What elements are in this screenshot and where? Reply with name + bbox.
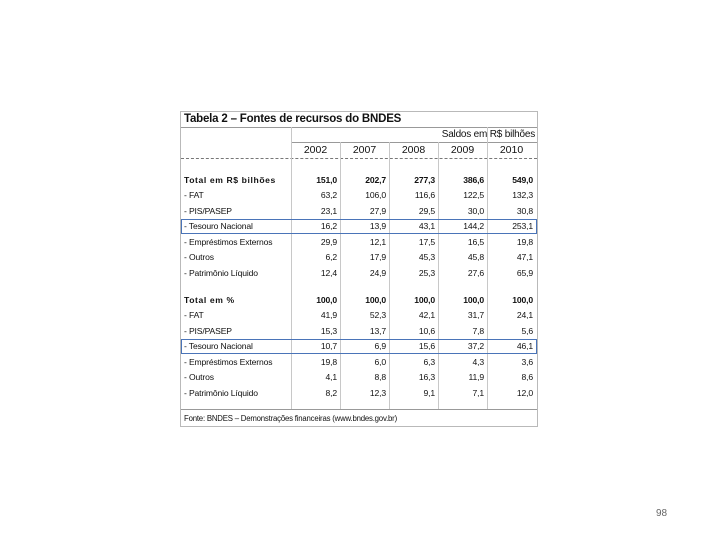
row-value: 386,6 bbox=[463, 174, 484, 185]
row-value: 30,0 bbox=[467, 205, 484, 216]
source-note: Fonte: BNDES – Demonstrações financeiras (www.bndes.gov.br) bbox=[184, 414, 397, 423]
row-value: 41,9 bbox=[320, 310, 337, 320]
row-value: 9,1 bbox=[423, 387, 435, 398]
row-value: 27,9 bbox=[369, 205, 386, 216]
table-row bbox=[181, 323, 537, 338]
row-label: - PIS/PASEP bbox=[184, 325, 232, 336]
row-value: 25,3 bbox=[418, 267, 435, 278]
row-value: 7,8 bbox=[472, 325, 484, 336]
row-value: 144,2 bbox=[463, 221, 484, 231]
year-header bbox=[291, 144, 536, 156]
row-value: 12,0 bbox=[516, 387, 533, 398]
row-value: 13,9 bbox=[369, 221, 386, 231]
row-value: 24,9 bbox=[369, 267, 386, 278]
row-value: 3,6 bbox=[521, 356, 533, 367]
row-value: 12,1 bbox=[369, 236, 386, 247]
table-row bbox=[181, 203, 537, 218]
row-value: 11,9 bbox=[468, 372, 484, 382]
row-value: 37,2 bbox=[467, 341, 484, 351]
year-header-cell: 2010 bbox=[499, 144, 524, 156]
row-value: 63,2 bbox=[320, 190, 337, 200]
row-value: 202,7 bbox=[365, 174, 386, 185]
row-value: 19,8 bbox=[516, 236, 533, 247]
year-header-cell: 2008 bbox=[401, 144, 426, 156]
row-value: 116,6 bbox=[414, 190, 435, 200]
row-value: 6,0 bbox=[374, 356, 386, 367]
row-value: 4,1 bbox=[325, 372, 337, 382]
row-value: 100,0 bbox=[316, 294, 337, 305]
row-value: 24,1 bbox=[516, 310, 533, 320]
row-value: 45,3 bbox=[418, 252, 435, 262]
page-number: 98 bbox=[656, 508, 668, 519]
table-total-row bbox=[181, 172, 537, 187]
row-value: 46,1 bbox=[516, 341, 533, 351]
row-value: 10,7 bbox=[320, 341, 337, 351]
row-value: 132,3 bbox=[512, 190, 533, 200]
row-value: 17,9 bbox=[369, 252, 386, 262]
table-row bbox=[181, 354, 537, 369]
table-title: Tabela 2 – Fontes de recursos do BNDES bbox=[184, 113, 402, 125]
row-label: - FAT bbox=[184, 310, 204, 320]
unit-label: Saldos em R$ bilhões bbox=[441, 129, 535, 140]
row-value: 549,0 bbox=[512, 174, 533, 185]
row-label: - Patrimônio Líquido bbox=[184, 387, 258, 398]
row-value: 45,8 bbox=[467, 252, 484, 262]
year-rule bbox=[181, 158, 537, 159]
table-row bbox=[181, 219, 537, 234]
year-header-cell: 2007 bbox=[352, 144, 377, 156]
row-label: - Patrimônio Líquido bbox=[184, 267, 258, 278]
row-value: 29,5 bbox=[418, 205, 435, 216]
row-value: 5,6 bbox=[521, 325, 533, 336]
table-total-row bbox=[181, 292, 537, 307]
table-row bbox=[181, 265, 537, 280]
row-value: 8,6 bbox=[521, 372, 533, 382]
row-value: 4,3 bbox=[472, 356, 484, 367]
table-row bbox=[181, 250, 537, 265]
row-value: 8,8 bbox=[374, 372, 386, 382]
table-row bbox=[181, 234, 537, 249]
year-header-cell: 2009 bbox=[450, 144, 475, 156]
row-value: 19,8 bbox=[320, 356, 337, 367]
row-value: 6,2 bbox=[325, 252, 337, 262]
footer-rule bbox=[181, 409, 537, 410]
row-value: 47,1 bbox=[516, 252, 533, 262]
row-value: 7,1 bbox=[472, 387, 484, 398]
row-value: 8,2 bbox=[325, 387, 337, 398]
row-value: 15,6 bbox=[418, 341, 435, 351]
row-value: 12,4 bbox=[320, 267, 337, 278]
row-value: 43,1 bbox=[418, 221, 435, 231]
row-value: 23,1 bbox=[320, 205, 337, 216]
row-value: 52,3 bbox=[369, 310, 386, 320]
table-row bbox=[181, 188, 537, 203]
row-value: 17,5 bbox=[418, 236, 435, 247]
row-value: 151,0 bbox=[316, 174, 337, 185]
row-value: 16,3 bbox=[418, 372, 435, 382]
row-value: 6,3 bbox=[423, 356, 435, 367]
row-value: 100,0 bbox=[365, 294, 386, 305]
row-label: Total em R$ bilhões bbox=[184, 174, 276, 185]
row-value: 10,6 bbox=[418, 325, 435, 336]
row-value: 16,5 bbox=[467, 236, 484, 247]
row-label: - PIS/PASEP bbox=[184, 205, 232, 216]
row-value: 122,5 bbox=[463, 190, 484, 200]
year-header-cell: 2002 bbox=[303, 144, 328, 156]
row-label: Total em % bbox=[184, 294, 235, 305]
row-value: 30,8 bbox=[516, 205, 533, 216]
unit-rule bbox=[291, 142, 537, 143]
row-label: - Outros bbox=[184, 372, 214, 382]
row-value: 277,3 bbox=[414, 174, 435, 185]
row-value: 42,1 bbox=[418, 310, 435, 320]
table-row bbox=[181, 308, 537, 323]
row-value: 15,3 bbox=[320, 325, 337, 336]
table-row bbox=[181, 385, 537, 400]
header-rule bbox=[181, 127, 537, 128]
row-value: 65,9 bbox=[516, 267, 533, 278]
row-label: - Outros bbox=[184, 252, 214, 262]
table-row bbox=[181, 339, 537, 354]
row-label: - Empréstimos Externos bbox=[184, 236, 273, 247]
row-value: 13,7 bbox=[369, 325, 386, 336]
row-value: 31,7 bbox=[467, 310, 484, 320]
row-value: 100,0 bbox=[463, 294, 484, 305]
row-value: 6,9 bbox=[374, 341, 386, 351]
row-value: 27,6 bbox=[467, 267, 484, 278]
row-value: 16,2 bbox=[320, 221, 337, 231]
table-row bbox=[181, 370, 537, 385]
row-value: 29,9 bbox=[320, 236, 337, 247]
row-label: - FAT bbox=[184, 190, 204, 200]
row-value: 12,3 bbox=[369, 387, 386, 398]
row-label: - Empréstimos Externos bbox=[184, 356, 273, 367]
row-label: - Tesouro Nacional bbox=[184, 341, 253, 351]
row-value: 253,1 bbox=[512, 221, 533, 231]
bndes-funding-table bbox=[180, 111, 538, 427]
row-value: 106,0 bbox=[365, 190, 386, 200]
row-value: 100,0 bbox=[414, 294, 435, 305]
row-value: 100,0 bbox=[512, 294, 533, 305]
row-label: - Tesouro Nacional bbox=[184, 221, 253, 231]
